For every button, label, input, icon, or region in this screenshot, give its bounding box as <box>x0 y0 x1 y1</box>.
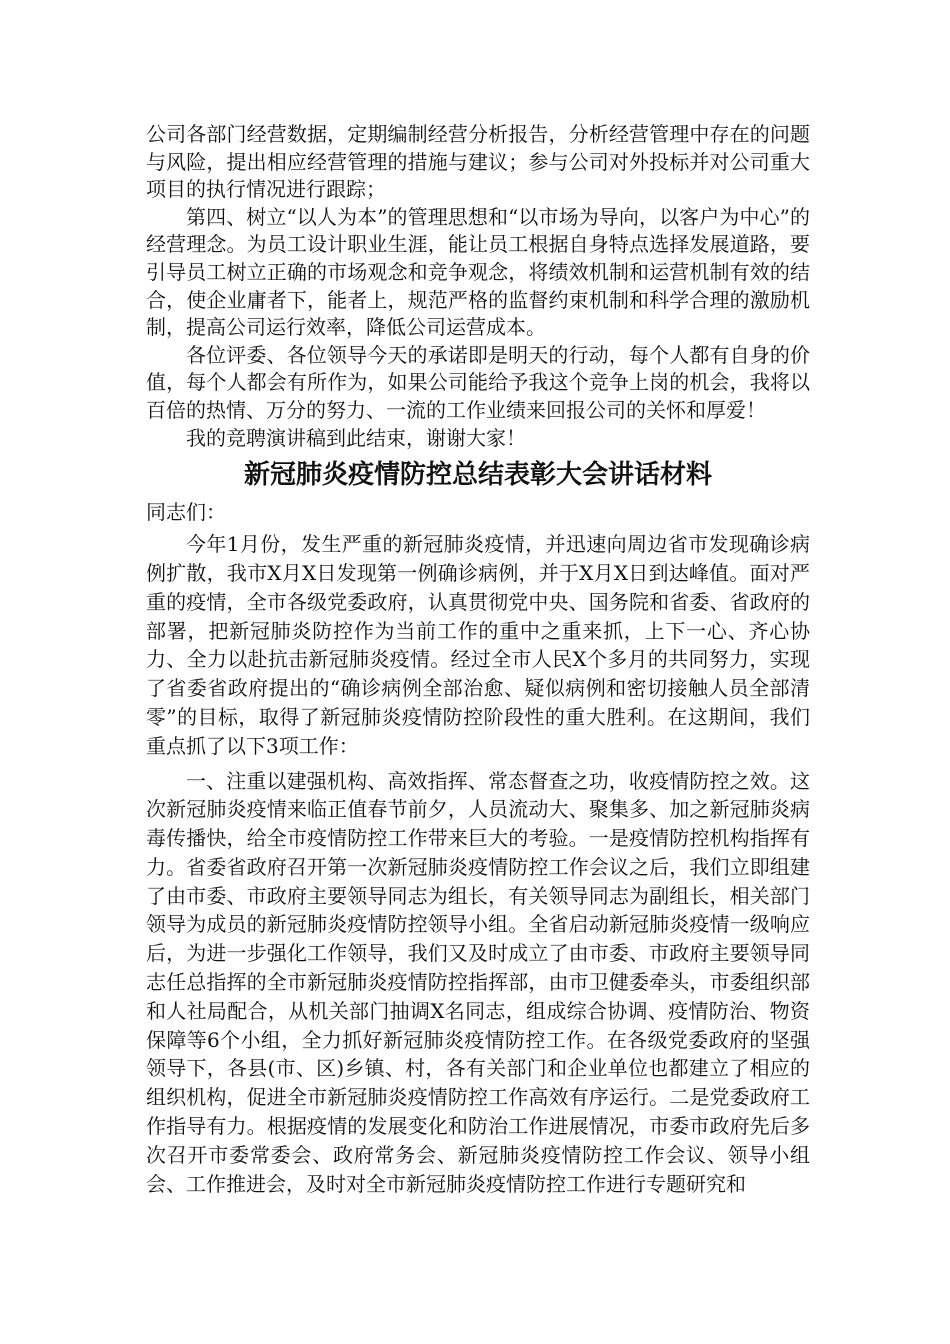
salutation: 同志们： <box>146 500 226 525</box>
previous-section <box>146 121 810 452</box>
document-title: 新冠肺炎疫情防控总结表彰大会讲话材料 <box>243 460 712 491</box>
paragraph: 第四、树立“以人为本”的管理思想和“以市场为导向，以客户为中心”的经营理念。为员工设计职业生涯，能让员工根据自身特点选择发展道路，要引导员工树立正确的市场观念和竞争观念，将绩效机制和运营机制有效的结合，使企业庸者下，能者上，规范严格的监督约束机制和科学合理的激励机制，提高公司运行效率，降低公司运营成本。 <box>146 204 810 340</box>
paragraph: 一、注重以建强机构、高效指挥、常态督查之功，收疫情防控之效。这次新冠肺炎疫情来临正值春节前夕，人员流动大、聚集多、加之新冠肺炎病毒传播快，给全市疫情防控工作带来巨大的考验。一是疫情防控机构指挥有力。省委省政府召开第一次新冠肺炎疫情防控工作会议之后，我们立即组建了由市委、市政府主要领导同志为组长，有关领导同志为副组长，相关部门领导为成员的新冠肺炎疫情防控领导小组。全省启动新冠肺炎疫情一级响应后，为进一步强化工作领导，我们又及时成立了由市委、市政府主要领导同志任总指挥的全市新冠肺炎疫情防控指挥部，由市卫健委牵头，市委组织部和人社局配合，从机关部门抽调X名同志，组成综合协调、疫情防治、物资保障等6个小组，全力抓好新冠肺炎疫情防控工作。在各级党委政府的坚强领导下，各县(市、区)乡镇、村，各有关部门和企业单位也都建立了相应的组织机构，促进全市新冠肺炎疫情防控工作高效有序运行。二是党委政府工作指导有力。根据疫情的发展变化和防治工作进展情况，市委市政府先后多次召开市委常委会、政府常务会、新冠肺炎疫情防控工作会议、领导小组会、工作推进会，及时对全市新冠肺炎疫情防控工作进行专题研究和 <box>146 768 810 1196</box>
paragraph: 各位评委、各位领导今天的承诺即是明天的行动，每个人都有自身的价值，每个人都会有所作为，如果公司能给予我这个竞争上岗的机会，我将以百倍的热情、万分的努力、一流的工作业绩来回报公司的关怀和厚爱！ <box>146 342 810 422</box>
paragraph: 我的竞聘演讲稿到此结束，谢谢大家！ <box>186 425 526 450</box>
paragraph: 公司各部门经营数据，定期编制经营分析报告，分析经营管理中存在的问题与风险，提出相应经营管理的措施与建议；参与公司对外投标并对公司重大项目的执行情况进行跟踪； <box>146 122 810 202</box>
speech-body <box>146 530 810 1198</box>
document-page <box>146 121 810 1198</box>
paragraph: 今年1月份，发生严重的新冠肺炎疫情，并迅速向周边省市发现确诊病例扩散，我市X月X日发现第一例确诊病例，并于X月X日到达峰值。面对严重的疫情，全市各级党委政府，认真贯彻党中央、国务院和省委、省政府的部署，把新冠肺炎防控作为当前工作的重中之重来抓，上下一心、齐心协力、全力以赴抗击新冠肺炎疫情。经过全市人民X个多月的共同努力，实现了省委省政府提出的“确诊病例全部治愈、疑似病例和密切接触人员全部清零”的目标，取得了新冠肺炎疫情防控阶段性的重大胜利。在这期间，我们重点抓了以下3项工作： <box>146 532 810 758</box>
